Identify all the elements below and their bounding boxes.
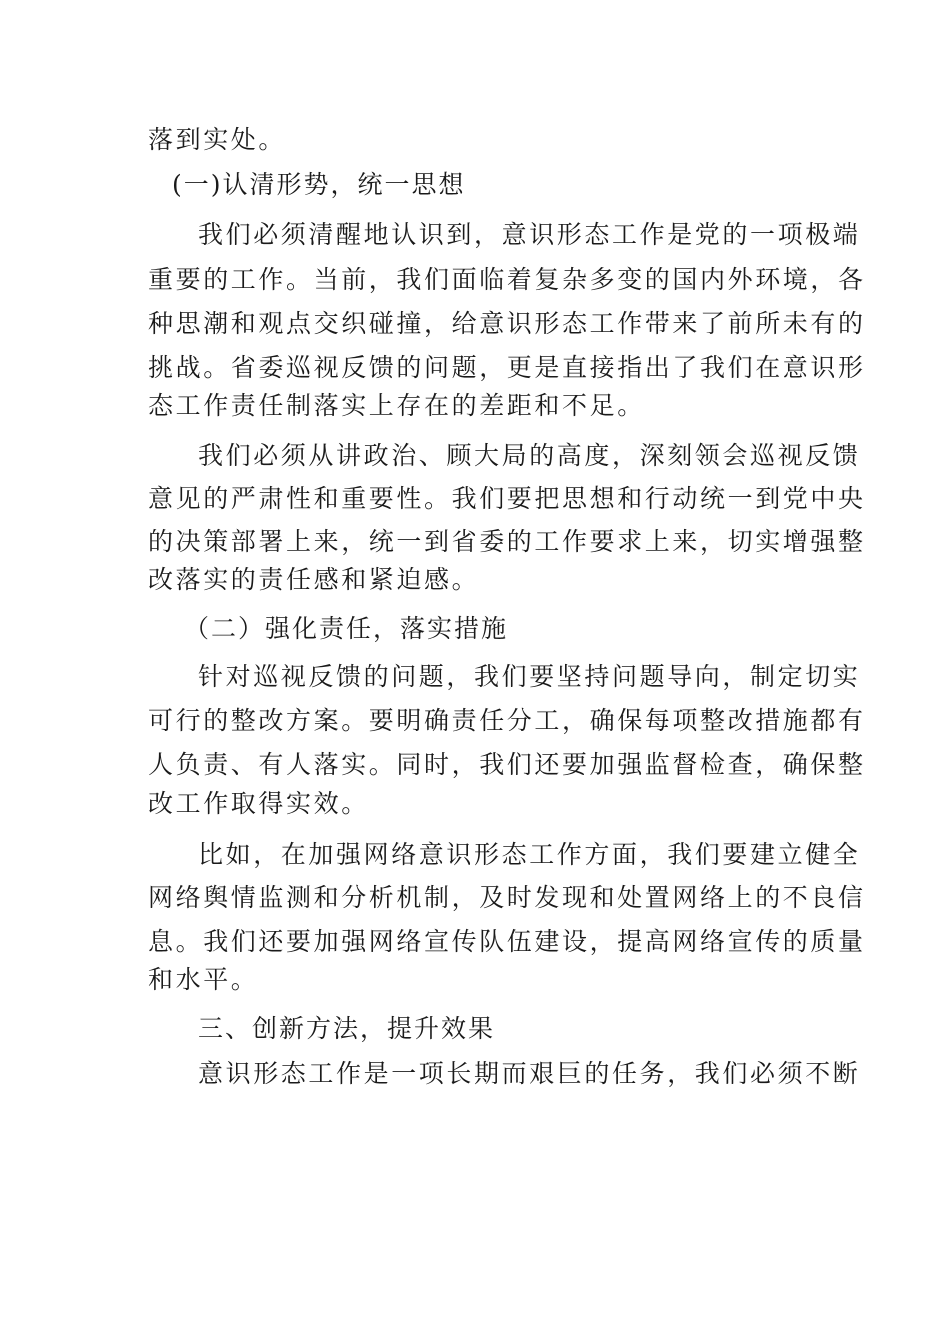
paragraph-line: 和水平。 [148, 965, 259, 994]
paragraph-line: 针对巡视反馈的问题，我们要坚持问题导向，制定切实 [198, 662, 861, 691]
paragraph-line: 我们必须从讲政治、顾大局的高度，深刻领会巡视反馈 [198, 441, 861, 470]
paragraph-line: 可行的整改方案。要明确责任分工，确保每项整改措施都有 [148, 706, 866, 735]
paragraph-line: 意识形态工作是一项长期而艰巨的任务，我们必须不断 [198, 1059, 861, 1088]
paragraph-line: 网络舆情监测和分析机制，及时发现和处置网络上的不良信 [148, 883, 866, 912]
paragraph-line: 我们必须清醒地认识到，意识形态工作是党的一项极端 [198, 220, 861, 249]
paragraph-line: 种思潮和观点交织碰撞，给意识形态工作带来了前所未有的 [148, 309, 866, 338]
paragraph-line: 改工作取得实效。 [148, 789, 369, 818]
paragraph-line: 人负责、有人落实。同时，我们还要加强监督检查，确保整 [148, 750, 866, 779]
paragraph-line: 改落实的责任感和紧迫感。 [148, 565, 480, 594]
paragraph-line: 意见的严肃性和重要性。我们要把思想和行动统一到党中央 [148, 484, 866, 513]
paragraph-line: 比如，在加强网络意识形态工作方面，我们要建立健全 [198, 840, 861, 869]
paragraph-line: 重要的工作。当前，我们面临着复杂多变的国内外环境，各 [148, 265, 866, 294]
paragraph-continuation-line: 落到实处。 [148, 125, 287, 154]
section-heading-2: （二）强化责任，落实措施 [184, 614, 509, 643]
section-heading-3: 三、创新方法，提升效果 [198, 1014, 496, 1043]
section-heading-1: (一)认清形势，统一思想 [172, 170, 466, 199]
paragraph-line: 态工作责任制落实上存在的差距和不足。 [148, 391, 645, 420]
paragraph-line: 息。我们还要加强网络宣传队伍建设，提高网络宣传的质量 [148, 927, 866, 956]
paragraph-line: 挑战。省委巡视反馈的问题，更是直接指出了我们在意识形 [148, 353, 866, 382]
paragraph-line: 的决策部署上来，统一到省委的工作要求上来，切实增强整 [148, 527, 866, 556]
